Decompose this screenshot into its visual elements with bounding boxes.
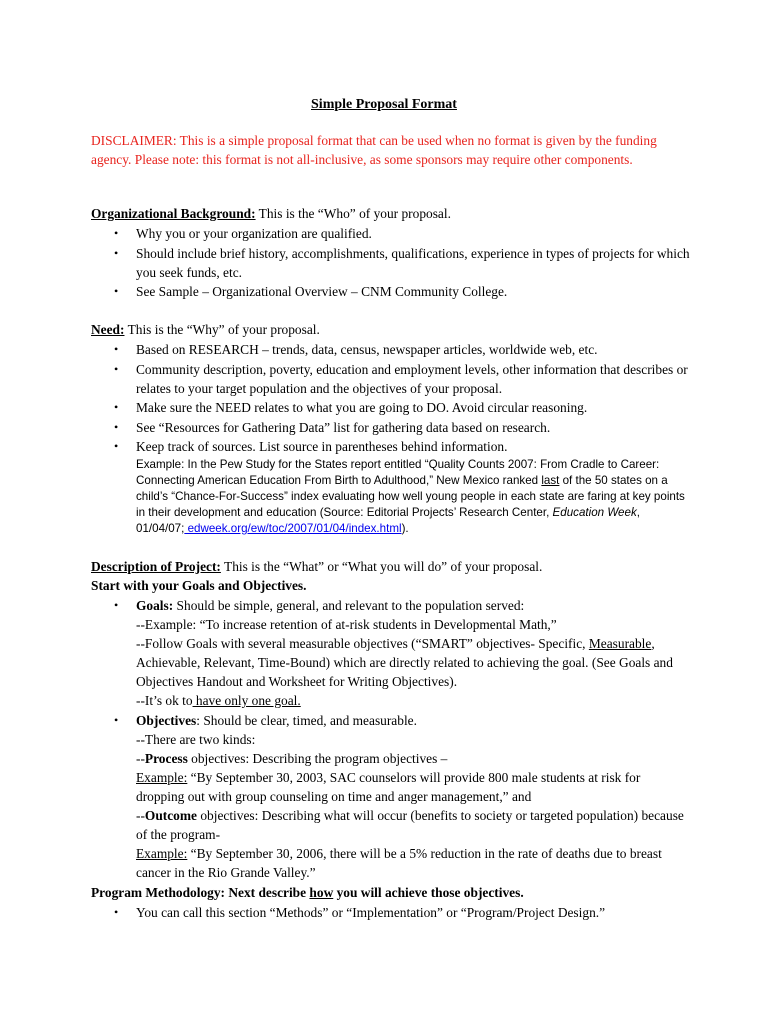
section-heading <box>91 557 691 576</box>
list-item-objectives: • Objectives: Should be clear, timed, and measurable. --There are two kinds: --Process objectives: Describing the program objectives – Example: “By September 30, 2003, SAC counselors will provide 800 male students at risk for dropping out with group counseling on time and anger management,” and --Outcome objectives: Describing what will occur (benefits to society or targeted population) because of the program- Example: “By September 30, 2006, there will be a 5% reduction in the rate of deaths due to breast cancer in the Rio Grande Valley.” <box>114 712 684 880</box>
list-item-goals: • Goals: Should be simple, general, and relevant to the population served: --Example: “To increase retention of at-risk students in Developmental Math,” --Follow Goals with several measurable objectives (“SMART” objectives- Specific, Measurable, Achievable, Relevant, Time-Bound) which are directly related to achieving the goal. (See Goals and Objectives Handout and Worksheet for Writing Objectives). --It’s ok to have only one goal. <box>114 598 673 708</box>
heading-label: Description of Project: <box>91 559 221 574</box>
bullet-list <box>91 340 691 456</box>
section-description <box>91 557 691 882</box>
sub-heading: Start with your Goals and Objectives. <box>91 578 307 593</box>
bullet-icon: • <box>114 400 119 414</box>
bullet-icon: • <box>114 361 119 376</box>
disclaimer-text: DISCLAIMER: This is a simple proposal format that can be used when no format is given by the funding agency. Please note: this format is not all-inclusive, as some sponsors may require other components. <box>91 133 657 167</box>
bullet-icon: • <box>114 712 119 727</box>
section-organizational-background <box>91 204 691 302</box>
heading-intro: This is the “Why” of your proposal. <box>124 322 320 337</box>
section-heading: Program Methodology: Next describe how you will achieve those objectives. <box>91 885 524 900</box>
source-link[interactable]: edweek.org/ew/toc/2007/01/04/index.html <box>184 521 402 535</box>
list-item: • Make sure the NEED relates to what you are going to DO. Avoid circular reasoning. <box>114 400 588 415</box>
list-item: • See “Resources for Gathering Data” list for gathering data based on research. <box>114 419 551 435</box>
bullet-list <box>91 596 691 882</box>
bullet-icon: • <box>114 226 119 240</box>
bullet-icon: • <box>114 245 119 260</box>
section-heading <box>91 204 691 223</box>
list-item: • Why you or your organization are qualified. <box>114 226 372 241</box>
bullet-list <box>91 224 691 301</box>
section-heading <box>91 320 691 339</box>
bullet-icon: • <box>114 905 119 919</box>
heading-label: Organizational Background: <box>91 206 256 221</box>
bullet-list <box>91 903 691 922</box>
list-item: • Keep track of sources. List source in parentheses behind information. <box>114 439 508 454</box>
bullet-icon: • <box>114 439 119 453</box>
list-item: • Should include brief history, accomplishments, qualifications, experience in types of projects for which you seek funds, etc. <box>114 245 690 280</box>
heading-intro: This is the “What” or “What you will do” of your proposal. <box>220 559 543 574</box>
section-methodology <box>91 883 691 923</box>
page-title: Simple Proposal Format <box>311 97 457 112</box>
bullet-icon: • <box>114 342 119 356</box>
heading-label: Need: <box>91 322 125 337</box>
list-item: • Community description, poverty, education and employment levels, other information that describes or relates to your target population and the objectives of your proposal. <box>114 361 688 396</box>
bullet-icon: • <box>114 419 119 434</box>
list-item: • See Sample – Organizational Overview – CNM Community College. <box>114 284 508 299</box>
list-item: • Based on RESEARCH – trends, data, census, newspaper articles, worldwide web, etc. <box>114 342 598 357</box>
bullet-icon: • <box>114 284 119 298</box>
need-example: Example: In the Pew Study for the States report entitled “Quality Counts 2007: From Cradle to Career: Connecting American Education From Birth to Adulthood,” New Mexico ranked last of the 50 states on a child’s “Chance-For-Success” index evaluating how well young people in each state are faring at key points in their development and education (Source: Editorial Projects’ Research Center, Education Week, 01/04/07; edweek.org/ew/toc/2007/01/04/index.html). <box>136 457 685 535</box>
list-item: • You can call this section “Methods” or “Implementation” or “Program/Project Design.” <box>114 905 606 920</box>
bullet-icon: • <box>114 598 119 612</box>
heading-intro: This is the “Who” of your proposal. <box>255 206 451 221</box>
section-need <box>91 320 691 537</box>
